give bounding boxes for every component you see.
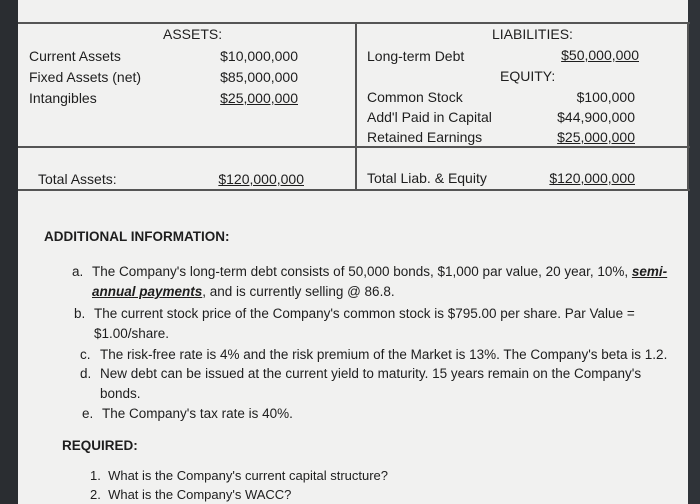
equity-value: $100,000: [576, 89, 635, 105]
total-liab-equity-label: Total Liab. & Equity: [367, 170, 487, 186]
equity-value: $44,900,000: [557, 109, 635, 125]
equity-value: $25,000,000: [557, 129, 635, 145]
item-letter: e.: [82, 406, 94, 421]
item-letter: b.: [74, 306, 86, 321]
item-emphasis: semi-: [631, 264, 668, 279]
additional-info-heading: ADDITIONAL INFORMATION:: [44, 229, 230, 244]
question-text: What is the Company's WACC?: [108, 487, 292, 502]
equity-header: EQUITY:: [500, 68, 556, 84]
long-term-debt-value: $50,000,000: [561, 47, 639, 63]
info-item-a: [72, 262, 672, 302]
info-item-e: [82, 404, 682, 424]
info-item-d: [80, 364, 680, 404]
asset-label: Intangibles: [29, 90, 97, 106]
table-top-border: [18, 22, 690, 24]
question-1: [90, 468, 388, 483]
table-right-border: [687, 22, 689, 190]
table-row-divider: [18, 146, 690, 148]
item-emphasis: annual payments: [92, 284, 203, 299]
item-letter: a.: [72, 264, 84, 279]
long-term-debt-label: Long-term Debt: [367, 48, 465, 64]
table-bottom-border: [18, 189, 690, 191]
question-text: What is the Company's current capital structure?: [108, 468, 389, 483]
equity-label: Common Stock: [367, 89, 463, 105]
item-text: $1.00/share.: [94, 326, 170, 341]
liabilities-header: LIABILITIES:: [492, 26, 573, 42]
asset-value: $85,000,000: [220, 69, 298, 85]
item-text: The current stock price of the Company's common stock is $795.00 per share. Par Value =: [94, 306, 635, 321]
item-text: The Company's tax rate is 40%.: [102, 406, 293, 421]
total-assets-value: $120,000,000: [218, 171, 304, 187]
asset-value: $25,000,000: [220, 90, 298, 106]
item-text: bonds.: [100, 386, 141, 401]
equity-label: Add'l Paid in Capital: [367, 109, 492, 125]
question-2: [90, 487, 291, 502]
asset-value: $10,000,000: [220, 48, 298, 64]
item-text: , and is currently selling @ 86.8.: [202, 284, 395, 299]
item-text: New debt can be issued at the current yield to maturity. 15 years remain on the Company's: [100, 366, 642, 381]
table-column-divider: [355, 22, 357, 190]
asset-label: Current Assets: [29, 48, 121, 64]
left-margin-shadow: [0, 0, 18, 504]
required-heading: REQUIRED:: [62, 438, 138, 453]
equity-label: Retained Earnings: [367, 129, 483, 145]
question-number: 1.: [90, 468, 101, 483]
item-text: The Company's long-term debt consists of 50,000 bonds, $1,000 par value, 20 year, 10%,: [92, 264, 632, 279]
total-liab-equity-value: $120,000,000: [549, 170, 635, 186]
item-text: The risk-free rate is 4% and the risk premium of the Market is 13%. The Company's beta is 1.2.: [100, 347, 668, 362]
assets-header: ASSETS:: [163, 26, 223, 42]
info-item-b: [74, 304, 674, 344]
asset-label: Fixed Assets (net): [29, 69, 142, 85]
item-letter: d.: [80, 366, 92, 381]
info-item-c: [80, 345, 680, 365]
item-letter: c.: [80, 347, 91, 362]
total-assets-label: Total Assets:: [38, 171, 117, 187]
question-number: 2.: [90, 487, 101, 502]
